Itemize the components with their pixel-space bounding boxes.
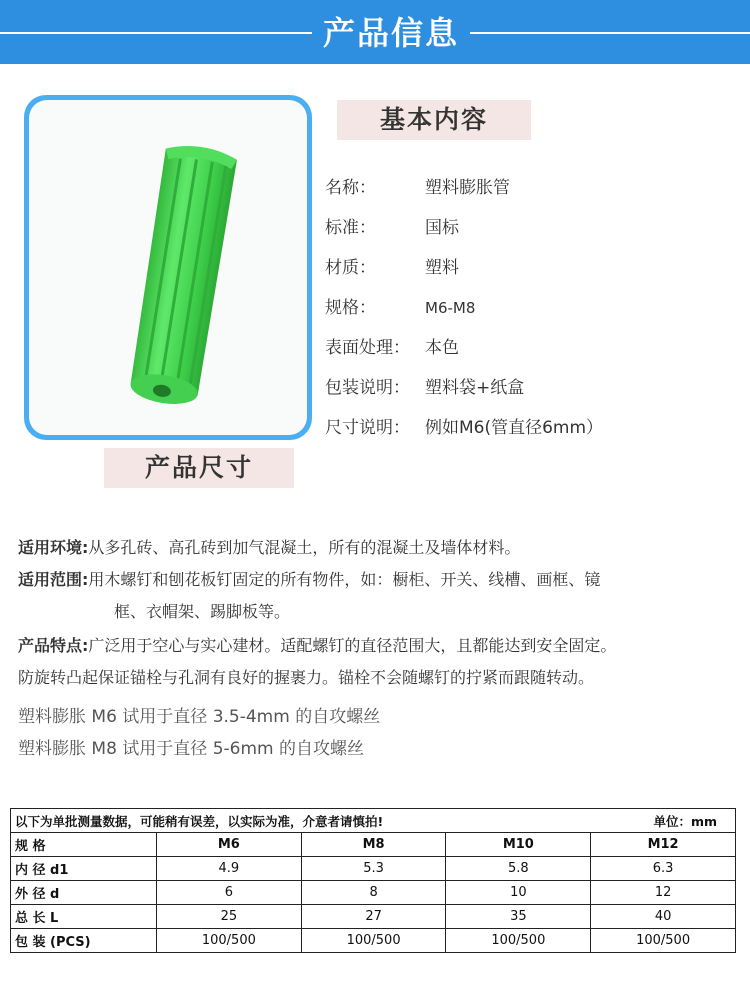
table-cell: 包 装 (PCS) — [11, 929, 157, 953]
spec-key: 包装说明： — [325, 378, 410, 398]
table-cell: 10 — [446, 881, 591, 905]
scope-text-continued: 框、衣帽架、踢脚板等。 — [114, 602, 291, 621]
product-photo — [29, 100, 307, 435]
product-size-tag: 产品尺寸 — [104, 448, 294, 488]
feature-line-2 — [18, 662, 748, 694]
table-cell: 100/500 — [157, 929, 302, 953]
table-cell: 8 — [301, 881, 446, 905]
table-cell: 4.9 — [157, 857, 302, 881]
environment-line — [18, 532, 748, 564]
table-cell: 35 — [446, 905, 591, 929]
table-header-row — [11, 833, 736, 857]
basic-info-tag: 基本内容 — [337, 100, 531, 140]
table-header: M8 — [301, 833, 446, 857]
table-unit: 单位：mm — [653, 813, 717, 829]
spec-name — [325, 173, 510, 198]
spec-value: M6-M8 — [425, 299, 476, 317]
table-cell: 100/500 — [446, 929, 591, 953]
environment-label: 适用环境: — [18, 538, 89, 557]
spec-value: 塑料 — [425, 258, 459, 278]
spec-key: 标准： — [325, 218, 376, 238]
page-title: 产品信息 — [322, 14, 459, 52]
m8-usage-line: 塑料膨胀 M8 试用于直径 5-6mm 的自攻螺丝 — [18, 739, 364, 759]
spec-value: 塑料膨胀管 — [425, 178, 510, 198]
table-row — [11, 905, 736, 929]
spec-packaging — [325, 373, 524, 398]
spec-key: 名称： — [325, 178, 376, 198]
table-cell: 12 — [591, 881, 736, 905]
scope-line — [18, 564, 748, 596]
table-cell: 25 — [157, 905, 302, 929]
spec-material — [325, 253, 459, 278]
table-row — [11, 929, 736, 953]
table-row — [11, 857, 736, 881]
table-cell: 100/500 — [591, 929, 736, 953]
table-cell: 5.8 — [446, 857, 591, 881]
table-cell: 总 长 L — [11, 905, 157, 929]
table-header: 规 格 — [11, 833, 157, 857]
scope-text: 用木螺钉和刨花板钉固定的所有物件，如：橱柜、开关、线槽、画框、镜 — [88, 570, 601, 589]
table-note-cell — [11, 809, 736, 833]
table-cell: 外 径 d — [11, 881, 157, 905]
spec-value: 例如M6(管直径6mm） — [425, 418, 604, 438]
feature-line — [18, 630, 748, 662]
table-row — [11, 881, 736, 905]
header-banner — [0, 0, 750, 64]
plastic-anchor-image — [29, 100, 307, 435]
m6-usage-line: 塑料膨胀 M6 试用于直径 3.5-4mm 的自攻螺丝 — [18, 707, 381, 727]
table-cell: 6 — [157, 881, 302, 905]
feature-text: 广泛用于空心与实心建材。适配螺钉的直径范围大，且都能达到安全固定。 — [88, 636, 617, 655]
size-table — [10, 808, 736, 953]
table-cell: 内 径 d1 — [11, 857, 157, 881]
spec-key: 规格： — [325, 298, 376, 318]
product-photo-frame — [24, 95, 312, 440]
table-cell: 6.3 — [591, 857, 736, 881]
spec-value: 国标 — [425, 218, 459, 238]
table-note-row — [11, 809, 736, 833]
spec-standard — [325, 213, 459, 238]
banner-divider-left — [0, 32, 312, 34]
table-header: M6 — [157, 833, 302, 857]
environment-text: 从多孔砖、高孔砖到加气混凝土，所有的混凝土及墙体材料。 — [88, 538, 521, 557]
table-cell: 40 — [591, 905, 736, 929]
table-cell: 27 — [301, 905, 446, 929]
spec-surface — [325, 333, 459, 358]
banner-divider-right — [470, 32, 750, 34]
scope-label: 适用范围: — [18, 570, 89, 589]
table-cell: 100/500 — [301, 929, 446, 953]
feature-text-continued: 防旋转凸起保证锚栓与孔洞有良好的握裹力。锚栓不会随螺钉的拧紧而跟随转动。 — [18, 668, 595, 687]
table-cell: 5.3 — [301, 857, 446, 881]
spec-key: 表面处理： — [325, 338, 410, 358]
feature-label: 产品特点: — [18, 636, 89, 655]
table-header: M10 — [446, 833, 591, 857]
spec-key: 尺寸说明： — [325, 418, 410, 438]
spec-key: 材质： — [325, 258, 376, 278]
table-header: M12 — [591, 833, 736, 857]
spec-value: 本色 — [425, 338, 459, 358]
spec-model — [325, 293, 475, 318]
spec-value: 塑料袋+纸盒 — [425, 378, 525, 398]
scope-line-2 — [114, 596, 744, 628]
spec-size-note — [325, 413, 603, 438]
table-note: 以下为单批测量数据，可能稍有误差，以实际为准，介意者请慎拍! — [15, 813, 384, 829]
